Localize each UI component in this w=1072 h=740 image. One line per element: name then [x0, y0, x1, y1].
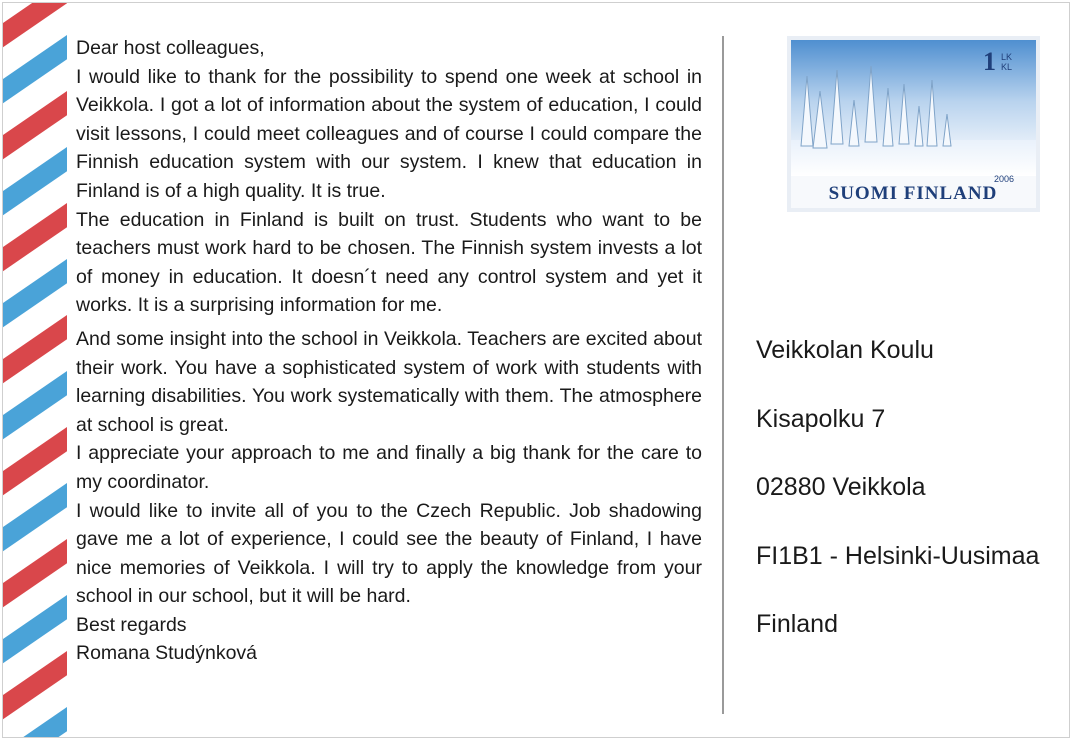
address-line-country: Finland [756, 610, 838, 638]
airmail-stripe-blue [3, 371, 67, 439]
airmail-stripe-red [3, 315, 67, 383]
letter-signature: Romana Studýnková [76, 642, 258, 665]
stamp-country: SUOMI FINLAND [828, 183, 998, 204]
address-line-street: Kisapolku 7 [756, 404, 886, 433]
airmail-stripe-blue [3, 259, 67, 327]
stamp-value: 1 [983, 47, 996, 76]
stamp-class-top: LK [1001, 52, 1013, 62]
recipient-address [756, 333, 1039, 676]
letter-paragraph: The education in Finland is built on trust. Students who want to be teachers must work hard to be chosen. The Finnish system invests a lot of money in education. It doesn´t need any control system and yet it works. It is a surprising information for me. [76, 208, 702, 317]
airmail-stripe-red [3, 203, 67, 271]
letter-greeting: Dear host colleagues, [76, 37, 265, 59]
stamp-winter-scene [791, 40, 1036, 152]
airmail-stripe-blue [3, 595, 67, 663]
airmail-stripe-red [3, 427, 67, 495]
airmail-stripe-red [3, 91, 67, 159]
airmail-border [3, 3, 67, 737]
letter-paragraph: I would like to thank for the possibility to spend one week at school in Veikkola. I got a lot of information about the system of education, I could visit lessons, I could meet colleagues and of course I could compare the Finnish education system with our system. I knew that education in Finland is of a high quality. It is true. [76, 65, 702, 202]
airmail-stripe-blue [3, 147, 67, 215]
stamp-class-bottom: KL [1001, 62, 1013, 72]
postage-stamp [787, 36, 1040, 212]
airmail-stripe-blue [3, 483, 67, 551]
airmail-stripe-red [3, 539, 67, 607]
airmail-stripe-red [3, 651, 67, 719]
address-line-name: Veikkolan Koulu [756, 336, 934, 364]
airmail-stripe-red [3, 3, 67, 47]
stamp-year: 2006 [994, 174, 1015, 184]
postcard [2, 2, 1070, 738]
letter-body [76, 34, 702, 668]
letter-closing: Best regards [76, 613, 187, 636]
address-line-region: FI1B1 - Helsinki-Uusimaa [756, 541, 1040, 570]
letter-paragraph: I appreciate your approach to me and finally a big thank for the care to my coordinator. [76, 442, 702, 493]
airmail-stripe-blue [3, 35, 67, 103]
postcard-divider [722, 36, 724, 714]
letter-paragraph: And some insight into the school in Veikkola. Teachers are excited about their work. You have a sophisticated system of work with students with learning disabilities. You work systematically with them. The atmosphere at school is great. [76, 327, 702, 436]
address-line-postcode: 02880 Veikkola [756, 473, 926, 501]
letter-paragraph: I would like to invite all of you to the Czech Republic. Job shadowing gave me a lot of experience, I could see the beauty of Finland, I have nice memories of Veikkola. I will try to apply the knowledge from your school in our school, but it will be hard. [76, 499, 702, 608]
